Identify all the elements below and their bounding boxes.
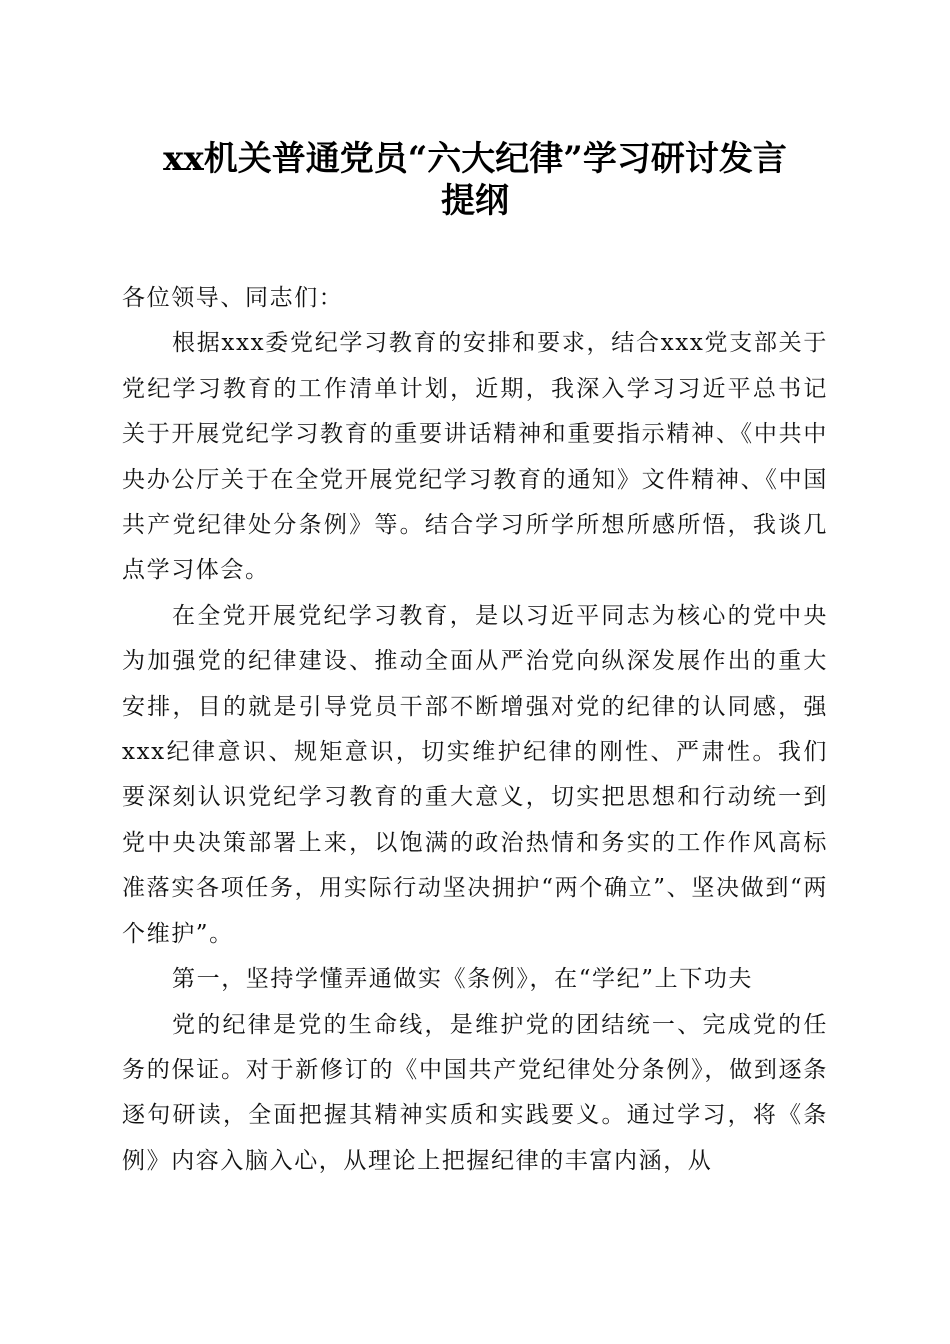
paragraph-1: 根据xxx委党纪学习教育的安排和要求，结合xxx党支部关于党纪学习教育的工作清单计划，近期，我深入学习习近平总书记关于开展党纪学习教育的重要讲话精神和重要指示精神、《中共中央办公厅关于在全党开展党纪学习教育的通知》文件精神、《中国共产党纪律处分条例》等。结合学习所学所想所感所悟，我谈几点学习体会。 [122,330,828,584]
paragraph-2: 在全党开展党纪学习教育，是以习近平同志为核心的党中央为加强党的纪律建设、推动全面从严治党向纵深发展作出的重大安排，目的就是引导党员干部不断增强对党的纪律的认同感，强xxx纪律意识、规矩意识，切实维护纪律的刚性、严肃性。我们要深刻认识党纪学习教育的重大意义，切实把思想和行动统一到党中央决策部署上来，以饱满的政治热情和务实的工作作风高标准落实各项任务，用实际行动坚决拥护“两个确立”、坚决做到“两个维护”。 [122,602,828,947]
title-line-1: xx机关普通党员“六大纪律”学习研讨发言 [163,139,787,179]
document-title [100,138,850,222]
title-line-2: 提纲 [441,181,509,221]
section-paragraph: 党的纪律是党的生命线，是维护党的团结统一、完成党的任务的保证。对于新修订的《中国共产党纪律处分条例》，做到逐条逐句研读，全面把握其精神实质和实践要义。通过学习，将《条例》内容入脑入心，从理论上把握纪律的丰富内涵，从 [122,1011,828,1174]
section-heading: 第一，坚持学懂弄通做实《条例》，在“学纪”上下功夫 [172,966,754,993]
document-body [122,276,828,1184]
salutation: 各位领导、同志们： [122,285,344,311]
